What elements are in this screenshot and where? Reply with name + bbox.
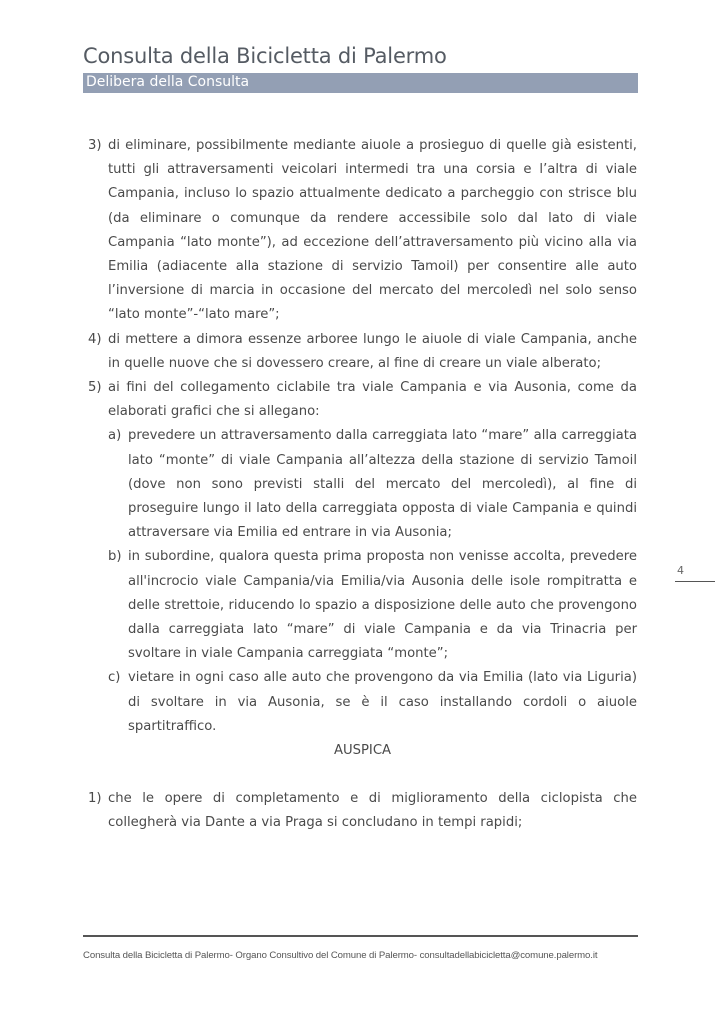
list-item-5 xyxy=(88,376,637,424)
page-number-rule xyxy=(675,581,715,582)
document-subtitle: Delibera della Consulta xyxy=(86,74,250,90)
sub-item-text: prevedere un attraversamento dalla carreggiata lato “mare” alla carreggiata lato “monte” di viale Campania all’altezza della stazione di servizio Tamoil (dove non sono previsti stalli del mercato del mercoledì), al fine di proseguire lungo il lato della carreggiata opposta di viale Campania e quindi attraversare via Emilia ed entrare in via Ausonia; xyxy=(128,428,637,541)
item-text: che le opere di completamento e di miglioramento della ciclopista che collegherà via Dante a via Praga si concludano in tempi rapidi; xyxy=(108,791,637,831)
sub-item-b xyxy=(108,545,637,666)
sub-item-c xyxy=(108,666,637,739)
item-number: 1) xyxy=(88,791,102,807)
item-text: di eliminare, possibilmente mediante aiuole a prosieguo di quelle già esistenti, tutti gli attraversamenti veicolari intermedi tra una corsia e l’altra di viale Campania, incluso lo spazio attualmente dedicato a parcheggio con strisce blu (da eliminare o comunque da rendere accessibile solo dal lato di viale Campania “lato monte”), ad eccezione dell’attraversamento più vicino alla via Emilia (adiacente alla stazione di servizio Tamoil) per consentire alle auto l’inversione di marcia in occasione del mercato del mercoledì nel solo senso “lato monte”-“lato mare”; xyxy=(108,138,637,323)
item-number: 4) xyxy=(88,331,102,347)
sub-item-text: in subordine, qualora questa prima proposta non venisse accolta, prevedere all'incrocio viale Campania/via Emilia/via Ausonia delle isole rompitratta e delle strettoie, riducendo lo spazio a disposizione delle auto che provengono dalla carreggiata lato “mare” di viale Campania e da via Trinacria per svoltare in viale Campania carreggiata “monte”; xyxy=(128,549,637,662)
footer-text: Consulta della Bicicletta di Palermo- Organo Consultivo del Comune di Palermo- consultadellabicicletta@comune.palermo.it xyxy=(83,950,598,961)
sub-item-text: vietare in ogni caso alle auto che provengono da via Emilia (lato via Liguria) di svoltare in via Ausonia, se è il caso installando cordoli o aiuole spartitraffico. xyxy=(128,670,637,734)
page-number: 4 xyxy=(677,564,684,577)
sub-item-a xyxy=(108,424,637,545)
spacer xyxy=(88,763,637,787)
list-item-3 xyxy=(88,134,637,328)
subtitle-bar xyxy=(83,73,638,93)
item-text: ai fini del collegamento ciclabile tra viale Campania e via Ausonia, come da elaborati grafici che si allegano: xyxy=(108,380,637,420)
item-text: di mettere a dimora essenze arboree lungo le aiuole di viale Campania, anche in quelle nuove che si dovessero creare, al fine di creare un viale alberato; xyxy=(108,331,637,371)
item-number: 3) xyxy=(88,138,102,153)
item-number: 5) xyxy=(88,380,102,396)
document-body xyxy=(88,134,637,836)
footer-rule xyxy=(83,935,638,937)
sub-list xyxy=(108,424,637,739)
sub-item-letter: c) xyxy=(108,670,121,686)
section-heading: AUSPICA xyxy=(333,743,392,759)
sub-item-letter: b) xyxy=(108,549,122,565)
document-title: Consulta della Bicicletta di Palermo xyxy=(83,44,447,68)
list-item-4 xyxy=(88,328,637,376)
auspica-item-1 xyxy=(88,787,637,835)
sub-item-letter: a) xyxy=(108,428,122,444)
